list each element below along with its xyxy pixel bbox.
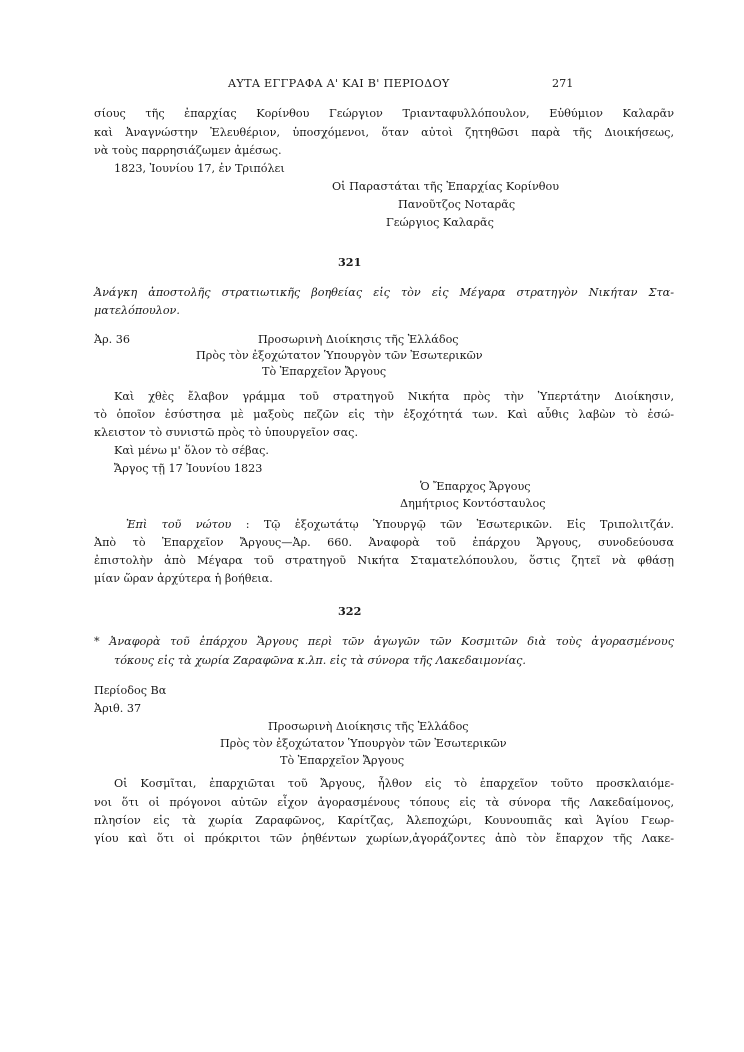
text-line: Καὶ χθὲς ἔλαβον γράμμα τοῦ στρατηγοῦ Νικήτα πρὸς τὴν Ὑπερτάτην Διοίκησιν,	[114, 390, 674, 403]
reference-number: Ἀρ. 36	[94, 333, 131, 346]
text-line: κλειστον τὸ συνιστῶ πρὸς τὸ ὑπουργεῖον σας.	[94, 426, 359, 439]
text-line: Καὶ μένω μ' ὅλον τὸ σέβας.	[114, 444, 269, 457]
running-title: ΑΥΤΑ ΕΓΓΡΑΦΑ Α' ΚΑΙ Β' ΠΕΡΙΟΔΟΥ	[228, 77, 450, 90]
address-line: Τὸ Ἐπαρχεῖον Ἄργους	[262, 365, 387, 378]
note-line: μίαν ὥραν ἀρχύτερα ἡ βοήθεια.	[94, 572, 273, 585]
reference-line: Περίοδος Βα	[94, 684, 167, 697]
title-line: τόκους εἰς τὰ χωρία Ζαραφῶνα κ.λπ. εἰς τὰ σύνορα τῆς Λακεδαιμονίας.	[114, 654, 526, 667]
text-line: Οἱ Κοσμῖται, ἐπαρχιῶται τοῦ Ἄργους, ἦλθον εἰς τὸ ἐπαρχεῖον τοῦτο προσκλαιόμε-	[114, 777, 674, 790]
document-number: 321	[338, 255, 362, 269]
text-line: σίους τῆς ἐπαρχίας Κορίνθου Γεώργιον Τριανταφυλλόπουλον, Εὐθύμιον Καλαρᾶν	[94, 107, 674, 120]
text-line: γίου καὶ ὅτι οἱ πρόκριτοι τῶν ῥηθέντων χωρίων,ἀγοράζοντες ἀπὸ τὸν ἔπαρχον τῆς Λακε-	[94, 832, 674, 845]
address-line: Προσωρινὴ Διοίκησις τῆς Ἑλλάδος	[258, 333, 459, 346]
address-line: Τὸ Ἐπαρχεῖον Ἄργους	[280, 754, 405, 767]
text-line: τὸ ὁποῖον ἐσύστησα μὲ μαξοὺς πεζῶν εἰς τὴν ἐξοχότητά των. Καὶ αὖθις λαβὼν τὸ ἐσώ-	[94, 408, 674, 421]
text-line: καὶ Ἀναγνώστην Ἐλευθέριον, ὑποσχόμενοι, ὅταν αὐτοὶ ζητηθῶσι παρὰ τῆς Διοικήσεως,	[94, 126, 674, 139]
note-line: Ἀπὸ τὸ Ἐπαρχεῖον Ἄργους—Ἀρ. 660. Ἀναφορὰ τοῦ ἐπάρχου Ἄργους, συνοδεύουσα	[94, 536, 674, 549]
address-line: Πρὸς τὸν ἐξοχώτατον Ὑπουργὸν τῶν Ἐσωτερικῶν	[196, 349, 483, 362]
title-line: Ἀνάγκη ἀποστολῆς στρατιωτικῆς βοηθείας εἰς τὸν εἰς Μέγαρα στρατηγὸν Νικήταν Στα-	[94, 286, 674, 299]
page-number: 271	[552, 77, 574, 90]
note-text: : Τῷ ἐξοχωτάτῳ Ὑπουργῷ τῶν Ἐσωτερικῶν. Εἰς Τριπολιτζάν.	[245, 518, 674, 531]
text-line: νὰ τοὺς παρρησιάζωμεν ἀμέσως.	[94, 144, 282, 157]
note-label: Ἐπὶ τοῦ νώτου	[126, 518, 232, 531]
reference-line: Ἀριθ. 37	[94, 702, 142, 715]
signature-line: Γεώργιος Καλαρᾶς	[386, 216, 494, 229]
title-line: ματελόπουλον.	[94, 304, 180, 317]
text-line: πλησίον εἰς τὰ χωρία Ζαραφῶνος, Καρίτζας, Ἀλεποχώρι, Κουνουπιᾶς καὶ Ἁγίου Γεωρ-	[94, 814, 674, 827]
signature-line: Ὁ Ἔπαρχος Ἄργους	[420, 480, 531, 493]
title-line: * Ἀναφορὰ τοῦ ἐπάρχου Ἄργους περὶ τῶν ἀγωγῶν τῶν Κοσμιτῶν διὰ τοὺς ἀγορασμένους	[94, 635, 674, 648]
signature-line: Οἱ Παραστάται τῆς Ἐπαρχίας Κορίνθου	[332, 180, 560, 193]
dateline: Ἄργος τῇ 17 Ἰουνίου 1823	[114, 462, 263, 475]
address-line: Πρὸς τὸν ἐξοχώτατον Ὑπουργὸν τῶν Ἐσωτερικῶν	[220, 737, 507, 750]
note-line: ἐπιστολὴν ἀπὸ Μέγαρα τοῦ στρατηγοῦ Νικήτα Σταματελόπουλου, ὅστις ζητεῖ νὰ φθάσῃ	[94, 554, 674, 567]
note-line	[126, 518, 674, 531]
dateline: 1823, Ἰουνίου 17, ἐν Τριπόλει	[114, 162, 285, 175]
text-line: νοι ὅτι οἱ πρόγονοι αὐτῶν εἶχον ἀγορασμένους τόπους εἰς τὰ σύνορα τῆς Λακεδαίμονος,	[94, 796, 674, 809]
signature-line: Δημήτριος Κοντόσταυλος	[400, 497, 546, 510]
signature-line: Πανοῦτζος Νοταρᾶς	[398, 198, 516, 211]
document-number: 322	[338, 604, 362, 618]
address-line: Προσωρινὴ Διοίκησις τῆς Ἑλλάδος	[268, 720, 469, 733]
